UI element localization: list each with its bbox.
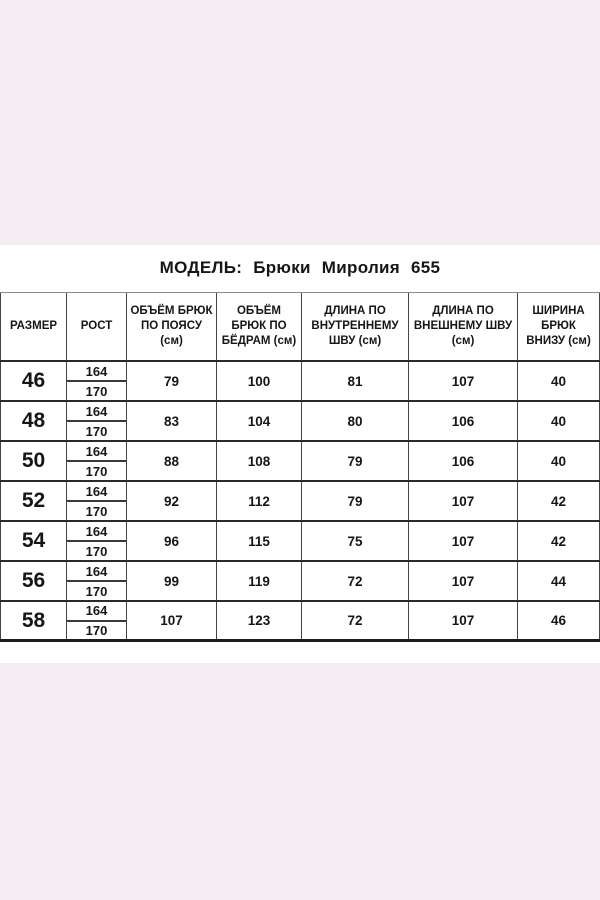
top-margin-band — [0, 0, 600, 245]
value-bottom-width: 40 — [518, 402, 600, 440]
value-waist: 92 — [127, 482, 217, 520]
header-cell-hips: ОБЪЁМ БРЮК ПО БЁДРАМ (см) — [217, 293, 302, 360]
value-hips: 123 — [217, 602, 302, 639]
table-header-row — [0, 292, 600, 362]
rost-170: 170 — [85, 383, 108, 399]
size-cell: 48 — [0, 402, 67, 440]
table-row-58 — [0, 602, 600, 642]
header-cell-size: РАЗМЕР — [0, 293, 67, 360]
size-cell: 54 — [0, 522, 67, 560]
rost-cell — [67, 522, 127, 560]
rost-164: 164 — [67, 362, 126, 382]
table-row-50 — [0, 442, 600, 482]
size-cell: 50 — [0, 442, 67, 480]
rost-cell — [67, 562, 127, 600]
value-hips: 119 — [217, 562, 302, 600]
value-bottom-width: 42 — [518, 482, 600, 520]
rost-170: 170 — [85, 543, 108, 559]
header-cell-inseam: ДЛИНА ПО ВНУТРЕННЕМУ ШВУ (см) — [302, 293, 409, 360]
value-inseam: 72 — [302, 562, 409, 600]
rost-170: 170 — [85, 423, 108, 439]
rost-164: 164 — [67, 442, 126, 462]
value-bottom-width: 44 — [518, 562, 600, 600]
value-inseam: 79 — [302, 482, 409, 520]
table-row-46 — [0, 362, 600, 402]
rost-164: 164 — [67, 602, 126, 622]
rost-164: 164 — [67, 562, 126, 582]
header-cell-height: РОСТ — [67, 293, 127, 360]
value-outseam: 107 — [409, 362, 518, 400]
size-cell: 46 — [0, 362, 67, 400]
value-outseam: 106 — [409, 402, 518, 440]
value-inseam: 79 — [302, 442, 409, 480]
rost-cell — [67, 402, 127, 440]
value-hips: 115 — [217, 522, 302, 560]
rost-cell — [67, 362, 127, 400]
table-row-54 — [0, 522, 600, 562]
size-cell: 58 — [0, 602, 67, 639]
rost-164: 164 — [67, 402, 126, 422]
size-cell: 56 — [0, 562, 67, 600]
value-outseam: 106 — [409, 442, 518, 480]
rost-164: 164 — [67, 522, 126, 542]
value-bottom-width: 40 — [518, 442, 600, 480]
value-waist: 99 — [127, 562, 217, 600]
bottom-margin-band — [0, 663, 600, 900]
content-area — [0, 245, 600, 663]
rost-170: 170 — [85, 463, 108, 479]
value-bottom-width: 46 — [518, 602, 600, 639]
header-cell-bottom-width: ШИРИНА БРЮК ВНИЗУ (см) — [518, 293, 600, 360]
value-inseam: 80 — [302, 402, 409, 440]
value-waist: 88 — [127, 442, 217, 480]
value-inseam: 75 — [302, 522, 409, 560]
value-inseam: 72 — [302, 602, 409, 639]
rost-170: 170 — [85, 583, 108, 599]
header-cell-outseam: ДЛИНА ПО ВНЕШНЕМУ ШВУ (см) — [409, 293, 518, 360]
value-hips: 104 — [217, 402, 302, 440]
table-row-56 — [0, 562, 600, 602]
value-inseam: 81 — [302, 362, 409, 400]
page-title: МОДЕЛЬ: Брюки Миролия 655 — [159, 258, 441, 277]
value-hips: 100 — [217, 362, 302, 400]
rost-164: 164 — [67, 482, 126, 502]
value-waist: 83 — [127, 402, 217, 440]
value-outseam: 107 — [409, 522, 518, 560]
value-waist: 79 — [127, 362, 217, 400]
value-outseam: 107 — [409, 562, 518, 600]
value-waist: 107 — [127, 602, 217, 639]
value-outseam: 107 — [409, 602, 518, 639]
rost-170: 170 — [85, 503, 108, 519]
table-row-52 — [0, 482, 600, 522]
table-row-48 — [0, 402, 600, 442]
rost-cell — [67, 602, 127, 639]
value-waist: 96 — [127, 522, 217, 560]
size-table — [0, 292, 600, 642]
rost-cell — [67, 442, 127, 480]
value-hips: 112 — [217, 482, 302, 520]
value-bottom-width: 42 — [518, 522, 600, 560]
header-cell-waist: ОБЪЁМ БРЮК ПО ПОЯСУ (см) — [127, 293, 217, 360]
value-hips: 108 — [217, 442, 302, 480]
rost-cell — [67, 482, 127, 520]
size-cell: 52 — [0, 482, 67, 520]
value-bottom-width: 40 — [518, 362, 600, 400]
value-outseam: 107 — [409, 482, 518, 520]
rost-170: 170 — [85, 622, 108, 638]
